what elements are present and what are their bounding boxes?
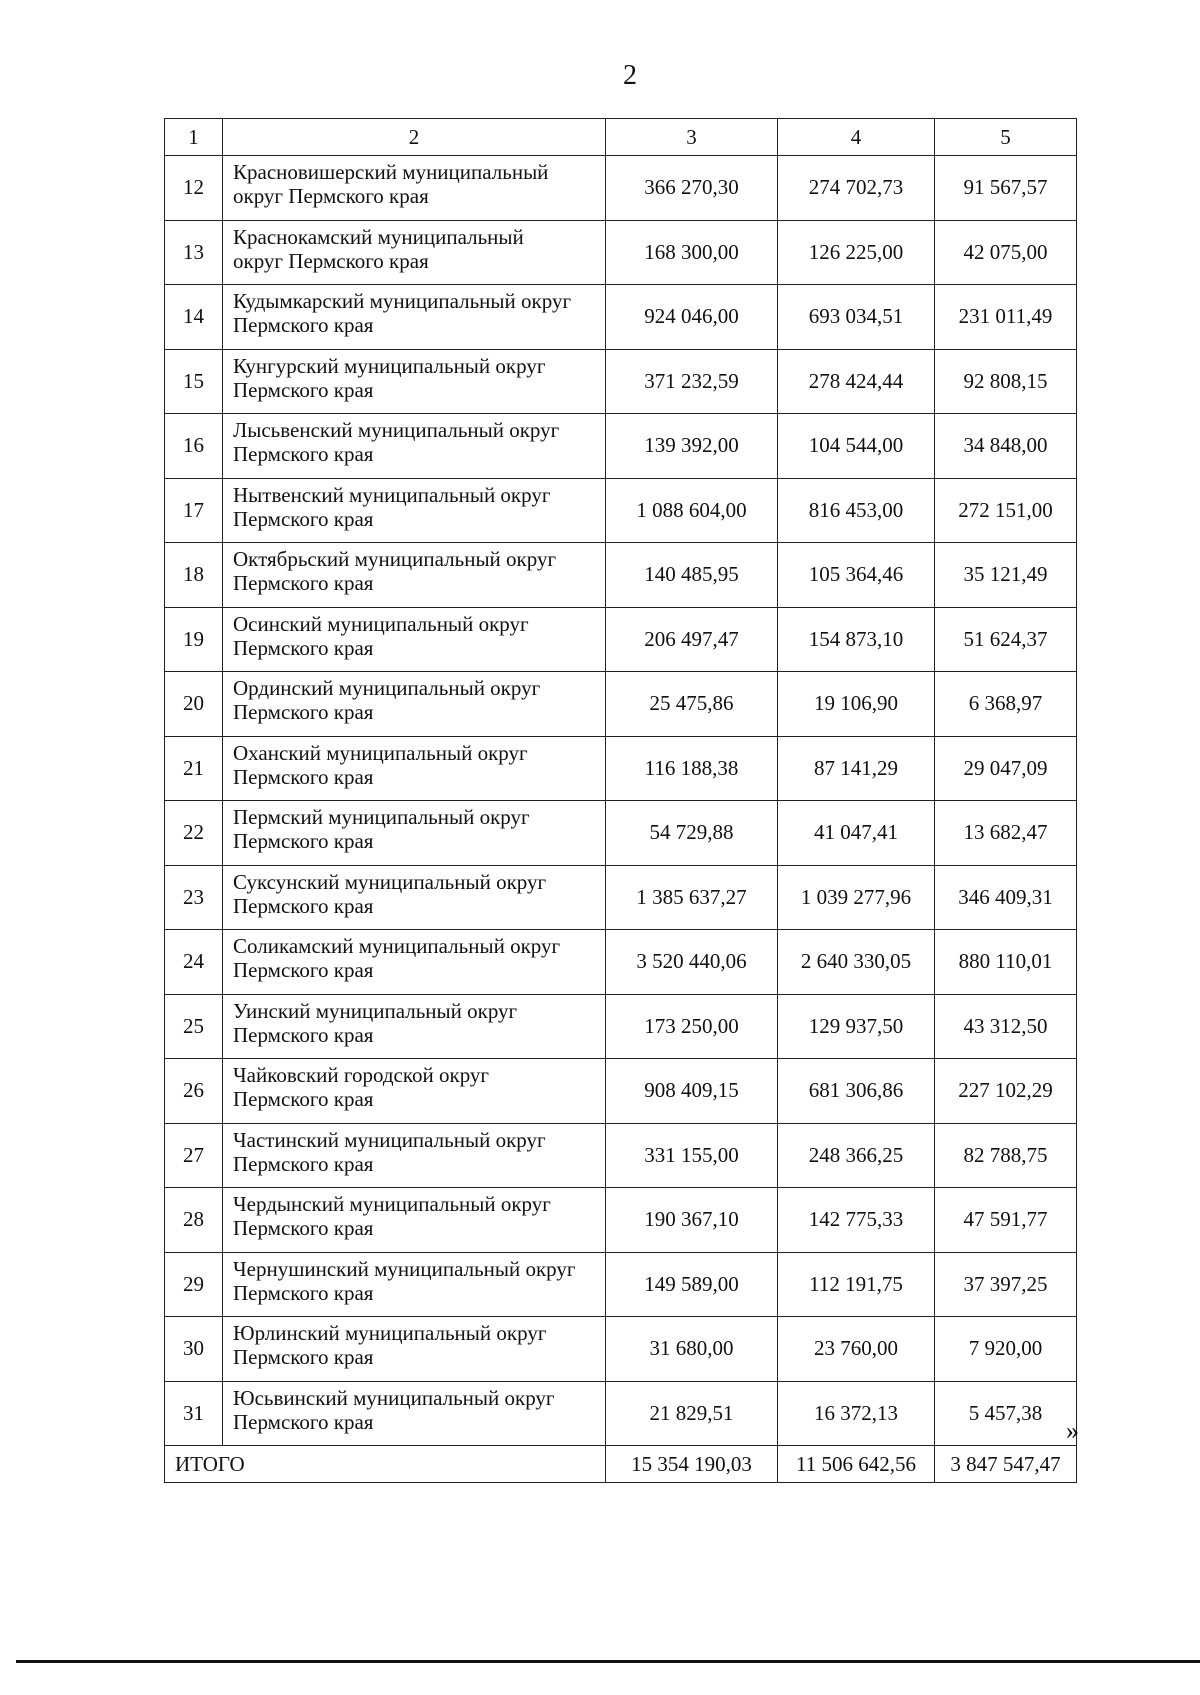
value-column-5: 51 624,37	[935, 607, 1077, 672]
row-number: 23	[165, 865, 223, 930]
municipality-name	[223, 1123, 606, 1188]
value-column-3: 168 300,00	[606, 220, 778, 285]
total-column-5: 3 847 547,47	[935, 1446, 1077, 1483]
value-column-5: 880 110,01	[935, 930, 1077, 995]
municipality-name-line1: Красновишерский муниципальный	[233, 160, 549, 184]
table-row	[165, 478, 1077, 543]
municipality-name-line2: Пермского края	[233, 893, 374, 918]
value-column-5: 47 591,77	[935, 1188, 1077, 1253]
value-column-4: 248 366,25	[778, 1123, 935, 1188]
value-column-4: 87 141,29	[778, 736, 935, 801]
municipality-name-line2: округ Пермского края	[233, 248, 429, 273]
value-column-4: 154 873,10	[778, 607, 935, 672]
municipality-name-line1: Нытвенский муниципальный округ	[233, 482, 551, 507]
value-column-3: 31 680,00	[606, 1317, 778, 1382]
municipality-name	[223, 801, 606, 866]
table-row	[165, 349, 1077, 414]
column-header-4: 4	[778, 119, 935, 156]
value-column-5: 272 151,00	[935, 478, 1077, 543]
value-column-5: 227 102,29	[935, 1059, 1077, 1124]
value-column-4: 681 306,86	[778, 1059, 935, 1124]
municipality-name-line2: Пермского края	[233, 764, 374, 789]
table-row	[165, 1188, 1077, 1253]
row-number: 20	[165, 672, 223, 737]
total-label: ИТОГО	[165, 1446, 606, 1483]
value-column-3: 3 520 440,06	[606, 930, 778, 995]
value-column-4: 16 372,13	[778, 1381, 935, 1446]
scan-edge-line	[16, 1660, 1200, 1663]
value-column-5: 35 121,49	[935, 543, 1077, 608]
value-column-4: 126 225,00	[778, 220, 935, 285]
municipality-name-line1: Кунгурский муниципальный округ	[233, 353, 546, 378]
row-number: 21	[165, 736, 223, 801]
table-row	[165, 994, 1077, 1059]
municipality-name-line2: Пермского края	[233, 635, 374, 660]
page-number: 2	[623, 60, 637, 91]
column-header-5: 5	[935, 119, 1077, 156]
municipality-name-line1: Соликамский муниципальный округ	[233, 934, 561, 958]
table-row	[165, 672, 1077, 737]
municipality-name	[223, 994, 606, 1059]
municipality-name	[223, 865, 606, 930]
table-row	[165, 801, 1077, 866]
table-row	[165, 1123, 1077, 1188]
value-column-3: 908 409,15	[606, 1059, 778, 1124]
value-column-4: 816 453,00	[778, 478, 935, 543]
value-column-3: 1 088 604,00	[606, 478, 778, 543]
value-column-5: 43 312,50	[935, 994, 1077, 1059]
value-column-4: 274 702,73	[778, 156, 935, 221]
municipality-name-line2: Пермского края	[233, 571, 374, 595]
value-column-5: 91 567,57	[935, 156, 1077, 221]
row-number: 24	[165, 930, 223, 995]
municipality-name	[223, 478, 606, 543]
table-row	[165, 1381, 1077, 1446]
municipality-name-line2: Пермского края	[233, 1409, 374, 1434]
municipality-name-line2: округ Пермского края	[233, 184, 429, 208]
value-column-3: 366 270,30	[606, 156, 778, 221]
municipality-name-line2: Пермского края	[233, 958, 374, 982]
municipality-name-line2: Пермского края	[233, 700, 374, 724]
row-number: 28	[165, 1188, 223, 1253]
municipality-name	[223, 930, 606, 995]
value-column-4: 1 039 277,96	[778, 865, 935, 930]
row-number: 15	[165, 349, 223, 414]
table-row	[165, 1252, 1077, 1317]
row-number: 14	[165, 285, 223, 350]
row-number: 25	[165, 994, 223, 1059]
value-column-4: 104 544,00	[778, 414, 935, 479]
municipality-name	[223, 736, 606, 801]
value-column-5: 92 808,15	[935, 349, 1077, 414]
value-column-4: 112 191,75	[778, 1252, 935, 1317]
total-row	[165, 1446, 1077, 1483]
value-column-5: 34 848,00	[935, 414, 1077, 479]
row-number: 31	[165, 1381, 223, 1446]
value-column-3: 924 046,00	[606, 285, 778, 350]
municipality-name	[223, 1317, 606, 1382]
row-number: 27	[165, 1123, 223, 1188]
table-row	[165, 1317, 1077, 1382]
table-row	[165, 543, 1077, 608]
value-column-5: 29 047,09	[935, 736, 1077, 801]
table-row	[165, 220, 1077, 285]
value-column-3: 190 367,10	[606, 1188, 778, 1253]
row-number: 17	[165, 478, 223, 543]
municipality-name-line1: Суксунский муниципальный округ	[233, 869, 547, 894]
value-column-4: 41 047,41	[778, 801, 935, 866]
table-header-row	[165, 119, 1077, 156]
allocation-table	[164, 118, 1077, 1483]
value-column-5: 231 011,49	[935, 285, 1077, 350]
value-column-3: 116 188,38	[606, 736, 778, 801]
value-column-5: 5 457,38	[935, 1381, 1077, 1446]
municipality-name-line1: Лысьвенский муниципальный округ	[233, 418, 560, 442]
table-row	[165, 607, 1077, 672]
row-number: 22	[165, 801, 223, 866]
municipality-name-line1: Чердынский муниципальный округ	[233, 1192, 551, 1216]
municipality-name-line2: Пермского края	[233, 1087, 374, 1111]
row-number: 12	[165, 156, 223, 221]
municipality-name-line1: Чернушинский муниципальный округ	[233, 1256, 576, 1281]
municipality-name-line2: Пермского края	[233, 442, 374, 466]
row-number: 18	[165, 543, 223, 608]
value-column-3: 371 232,59	[606, 349, 778, 414]
value-column-4: 105 364,46	[778, 543, 935, 608]
value-column-3: 1 385 637,27	[606, 865, 778, 930]
value-column-4: 19 106,90	[778, 672, 935, 737]
table-row	[165, 736, 1077, 801]
municipality-name	[223, 285, 606, 350]
municipality-name-line1: Пермский муниципальный округ	[233, 805, 530, 829]
municipality-name	[223, 220, 606, 285]
row-number: 30	[165, 1317, 223, 1382]
value-column-3: 149 589,00	[606, 1252, 778, 1317]
municipality-name-line1: Юсьвинский муниципальный округ	[233, 1385, 555, 1410]
value-column-4: 129 937,50	[778, 994, 935, 1059]
value-column-5: 13 682,47	[935, 801, 1077, 866]
table-row	[165, 414, 1077, 479]
value-column-3: 331 155,00	[606, 1123, 778, 1188]
municipality-name-line1: Ординский муниципальный округ	[233, 676, 541, 700]
value-column-4: 693 034,51	[778, 285, 935, 350]
row-number: 13	[165, 220, 223, 285]
row-number: 26	[165, 1059, 223, 1124]
value-column-5: 7 920,00	[935, 1317, 1077, 1382]
value-column-3: 54 729,88	[606, 801, 778, 866]
row-number: 16	[165, 414, 223, 479]
municipality-name-line2: Пермского края	[233, 1022, 374, 1047]
table-row	[165, 156, 1077, 221]
municipality-name	[223, 607, 606, 672]
row-number: 29	[165, 1252, 223, 1317]
municipality-name-line1: Оханский муниципальный округ	[233, 740, 528, 765]
value-column-3: 21 829,51	[606, 1381, 778, 1446]
municipality-name-line2: Пермского края	[233, 1216, 374, 1240]
municipality-name	[223, 672, 606, 737]
municipality-name	[223, 1188, 606, 1253]
municipality-name-line1: Юрлинский муниципальный округ	[233, 1321, 547, 1345]
municipality-name	[223, 1252, 606, 1317]
municipality-name-line1: Октябрьский муниципальный округ	[233, 547, 557, 571]
total-column-3: 15 354 190,03	[606, 1446, 778, 1483]
municipality-name	[223, 156, 606, 221]
value-column-4: 2 640 330,05	[778, 930, 935, 995]
table-row	[165, 930, 1077, 995]
table-row	[165, 1059, 1077, 1124]
municipality-name-line1: Чайковский городской округ	[233, 1063, 490, 1087]
value-column-3: 25 475,86	[606, 672, 778, 737]
municipality-name	[223, 1381, 606, 1446]
municipality-name	[223, 543, 606, 608]
value-column-3: 140 485,95	[606, 543, 778, 608]
municipality-name-line1: Краснокамский муниципальный	[233, 224, 524, 249]
municipality-name-line2: Пермского края	[233, 377, 374, 402]
municipality-name-line1: Кудымкарский муниципальный округ	[233, 289, 572, 313]
municipality-name	[223, 414, 606, 479]
column-header-1: 1	[165, 119, 223, 156]
value-column-5: 346 409,31	[935, 865, 1077, 930]
value-column-3: 206 497,47	[606, 607, 778, 672]
municipality-name-line2: Пермского края	[233, 313, 374, 337]
value-column-5: 37 397,25	[935, 1252, 1077, 1317]
total-column-4: 11 506 642,56	[778, 1446, 935, 1483]
value-column-4: 23 760,00	[778, 1317, 935, 1382]
municipality-name-line1: Уинский муниципальный округ	[233, 998, 518, 1023]
municipality-name-line2: Пермского края	[233, 829, 374, 853]
municipality-name	[223, 349, 606, 414]
value-column-5: 6 368,97	[935, 672, 1077, 737]
municipality-name-line1: Осинский муниципальный округ	[233, 611, 529, 636]
value-column-3: 139 392,00	[606, 414, 778, 479]
table-row	[165, 285, 1077, 350]
value-column-5: 42 075,00	[935, 220, 1077, 285]
closing-quote: »	[1066, 1416, 1079, 1445]
value-column-4: 278 424,44	[778, 349, 935, 414]
municipality-name-line2: Пермского края	[233, 506, 374, 531]
municipality-name-line2: Пермского края	[233, 1151, 374, 1176]
municipality-name-line1: Частинский муниципальный округ	[233, 1127, 546, 1152]
municipality-name-line2: Пермского края	[233, 1280, 374, 1305]
column-header-2: 2	[223, 119, 606, 156]
value-column-5: 82 788,75	[935, 1123, 1077, 1188]
table-body	[165, 156, 1077, 1483]
row-number: 19	[165, 607, 223, 672]
municipality-name-line2: Пермского края	[233, 1345, 374, 1369]
column-header-3: 3	[606, 119, 778, 156]
table-row	[165, 865, 1077, 930]
municipality-name	[223, 1059, 606, 1124]
value-column-3: 173 250,00	[606, 994, 778, 1059]
value-column-4: 142 775,33	[778, 1188, 935, 1253]
